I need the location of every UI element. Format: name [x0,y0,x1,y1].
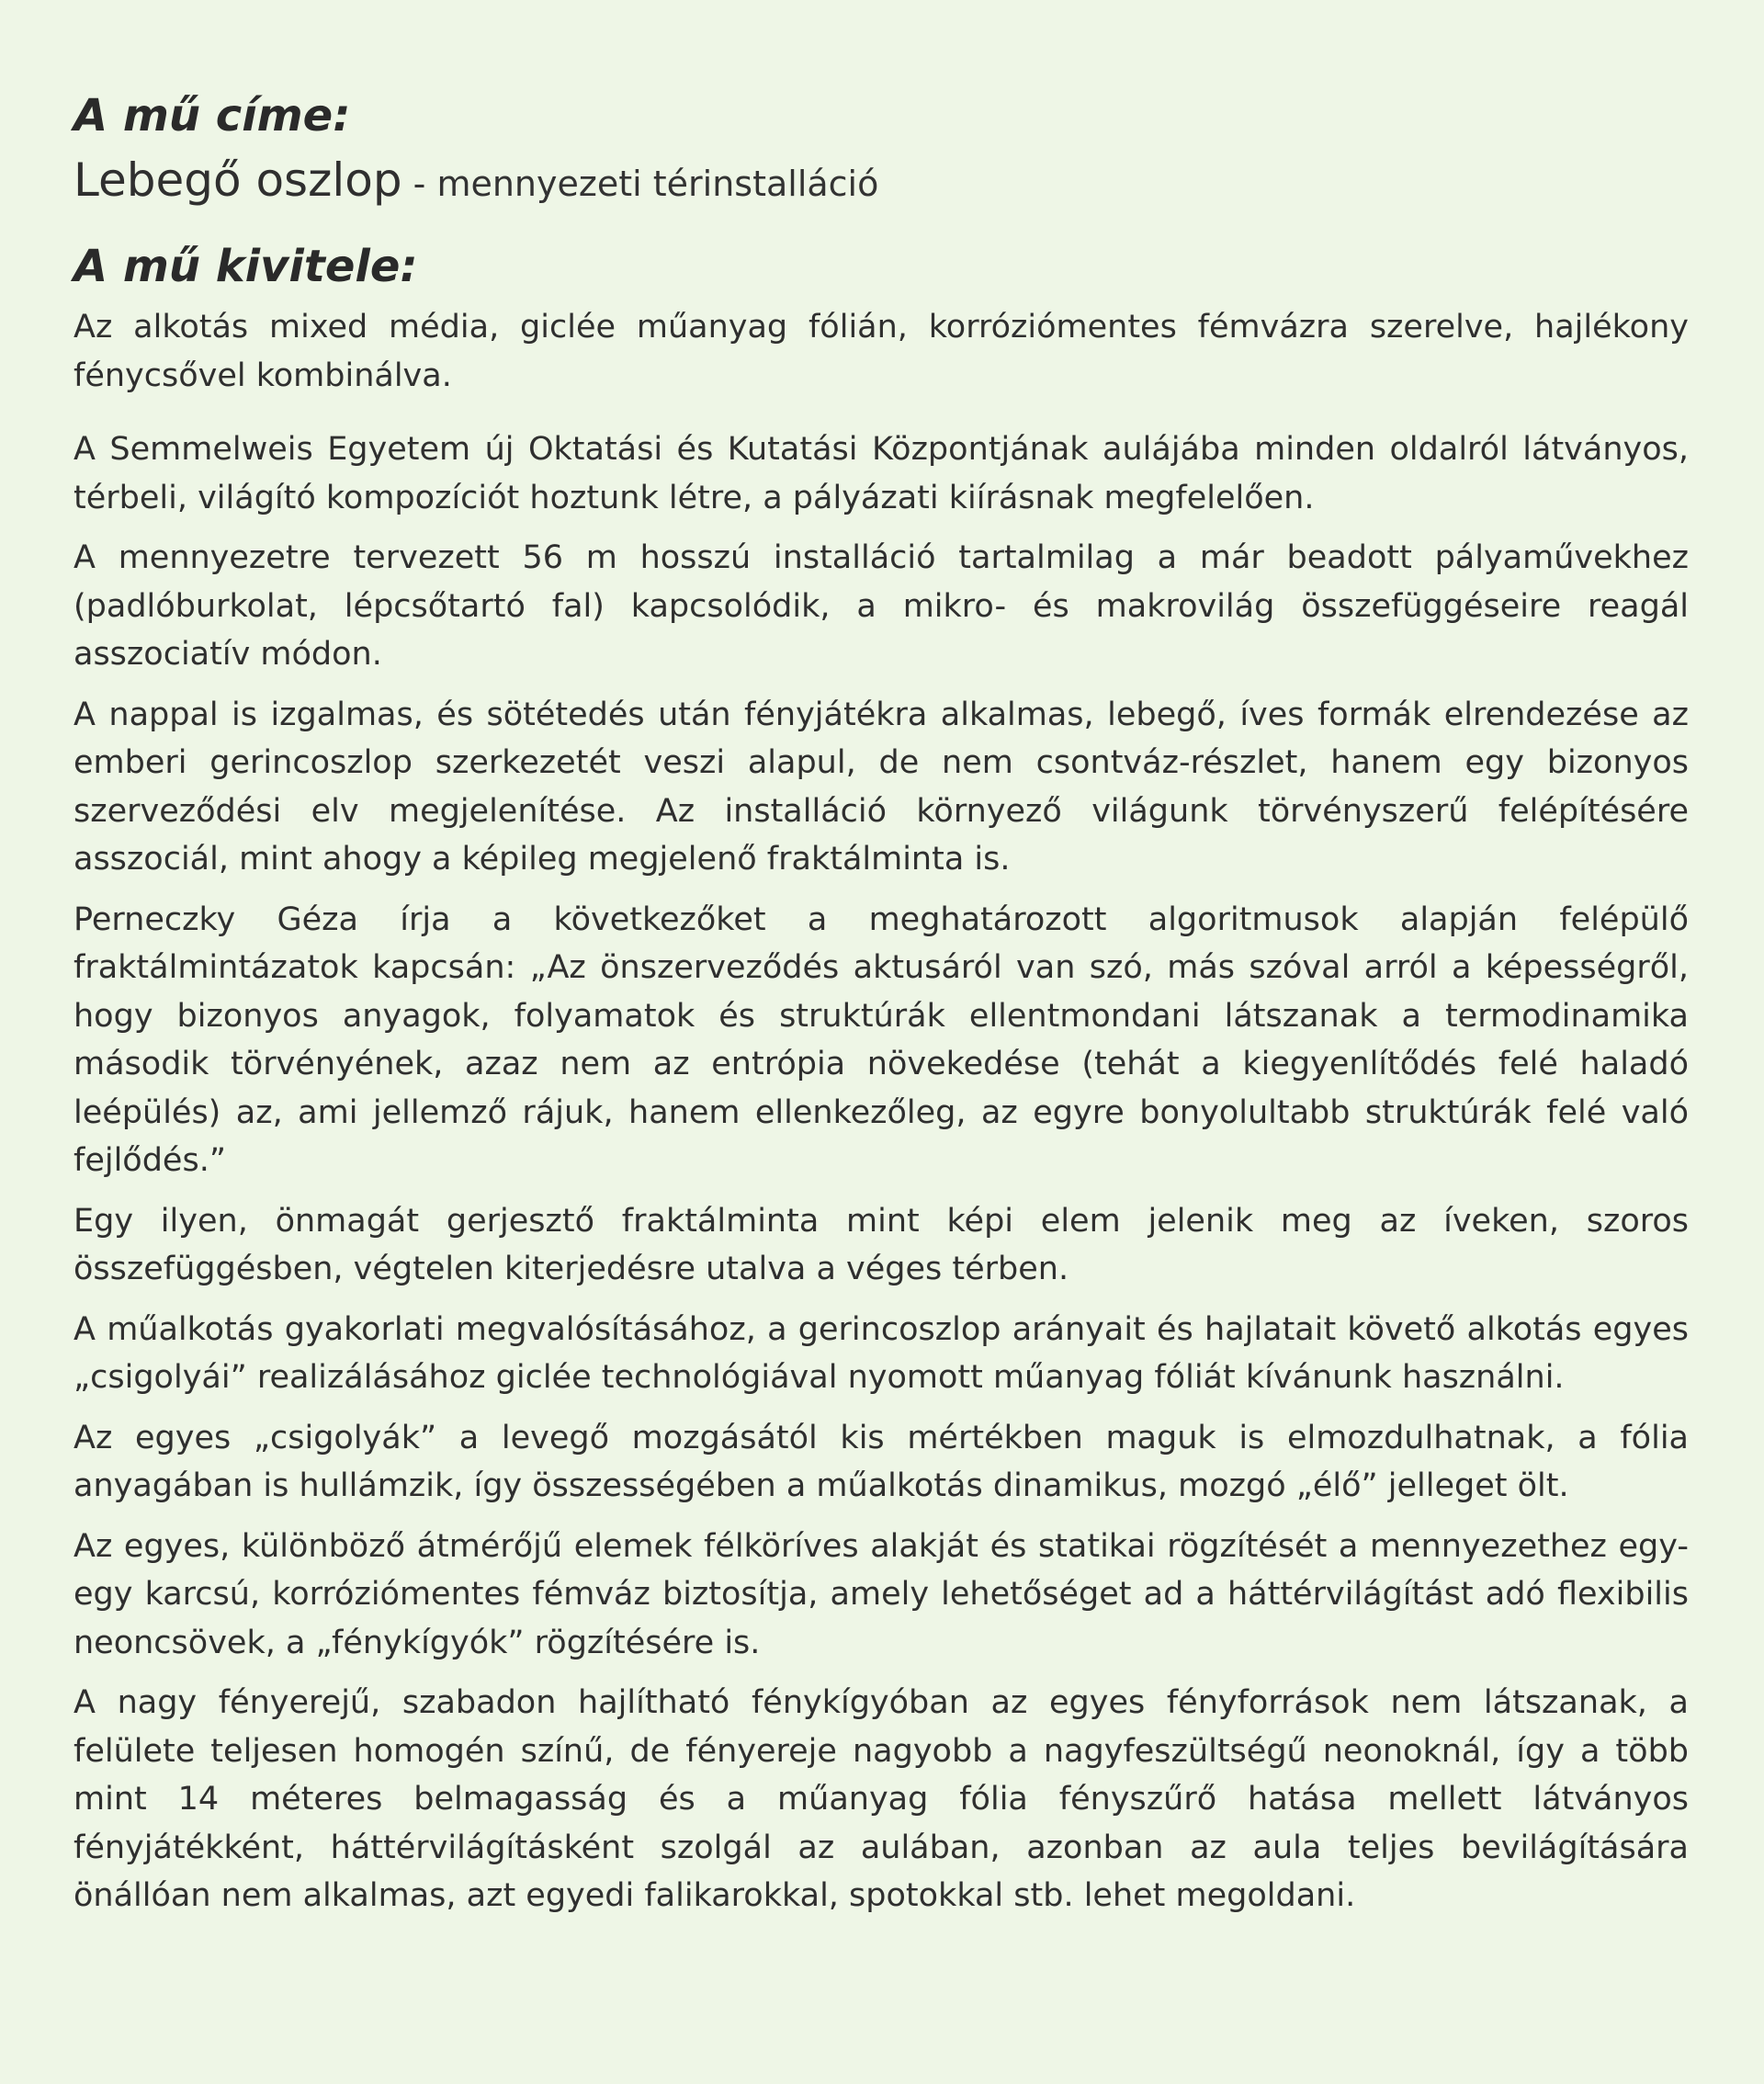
paragraph-ceiling-installation: A mennyezetre tervezett 56 m hosszú installáció tartalmilag a már beadott pályaművekhez (padlóburkolat, lépcsőtartó fal) kapcsolódik, a mikro- és makrovilág összefüggéseire reagál asszociatív módon. [74,539,1689,673]
paragraph-forms: A nappal is izgalmas, és sötétedés után fényjátékra alkalmas, lebegő, íves formák elrendezése az emberi gerincoszlop szerkezetét veszi alapul, de nem csontváz-részlet, hanem egy bizonyos szerveződési elv megjelenítése. Az installáció környező világunk törvényszerű felépítésére asszociál, mint ahogy a képileg megjelenő fraktálminta is. [74,696,1689,878]
paragraph-location: A Semmelweis Egyetem új Oktatási és Kutatási Központjának aulájába minden oldalról látványos, térbeli, világító kompozíciót hoztunk létre, a pályázati kiírásnak megfelelően. [74,431,1689,516]
work-subtitle: - mennyezeti térinstalláció [401,164,879,204]
work-title: Lebegő oszlop [74,153,402,207]
paragraph-realization: A műalkotás gyakorlati megvalósításához, a gerincoszlop arányait és hajlatait követő alkotás egyes „csigolyái” realizálásához giclée technológiával nyomott műanyag fóliát kívánunk használni. [74,1310,1689,1396]
paragraph-structure: Az egyes, különböző átmérőjű elemek félköríves alakját és statikai rögzítését a mennyezethez egy-egy karcsú, korróziómentes fémváz biztosítja, amely lehetőséget ad a háttérvilágítást adó flexibilis neoncsövek, a „fénykígyók” rögzítésére is. [74,1527,1689,1661]
document-page [74,88,1689,1932]
paragraph-quote: Perneczky Géza írja a következőket a meghatározott algoritmusok alapján felépülő fraktálmintázatok kapcsán: „Az önszerveződés aktusáról van szó, más szóval arról a képességről, hogy bizonyos anyagok, folyamatok és struktúrák ellentmondani látszanak a termodinamika második törvényének, azaz nem az entrópia növekedése (tehát a kiegyenlítődés felé haladó leépülés) az, ami jellemző rájuk, hanem ellenkezőleg, az egyre bonyolultabb struktúrák felé való fejlődés.” [74,900,1689,1179]
paragraph-lighting: A nagy fényerejű, szabadon hajlítható fénykígyóban az egyes fényforrások nem látszanak, a felülete teljesen homogén színű, de fényereje nagyobb a nagyfeszültségű neonoknál, így a több mint 14 méteres belmagasság és a műanyag fólia fényszűrő hatása mellett látványos fényjátékként, háttérvilágításként szolgál az aulában, azonban az aula teljes bevilágítására önállóan nem alkalmas, azt egyedi falikarokkal, spotokkal stb. lehet megoldani. [74,1684,1689,1914]
execution-heading: A mű kivitele: [74,241,418,292]
work-title-line [74,153,1689,219]
paragraph-fractal: Egy ilyen, önmagát gerjesztő fraktálminta mint képi elem jelenik meg az íveken, szoros összefüggésben, végtelen kiterjedésre utalva a véges térben. [74,1202,1689,1287]
paragraph-movement: Az egyes „csigolyák” a levegő mozgásától kis mértékben maguk is elmozdulhatnak, a fólia anyagában is hullámzik, így összességében a műalkotás dinamikus, mozgó „élő” jelleget ölt. [74,1419,1689,1504]
paragraph-materials: Az alkotás mixed média, giclée műanyag fólián, korróziómentes fémvázra szerelve, hajlékony fénycsővel kombinálva. [74,309,1689,394]
title-heading: A mű címe: [74,90,351,142]
